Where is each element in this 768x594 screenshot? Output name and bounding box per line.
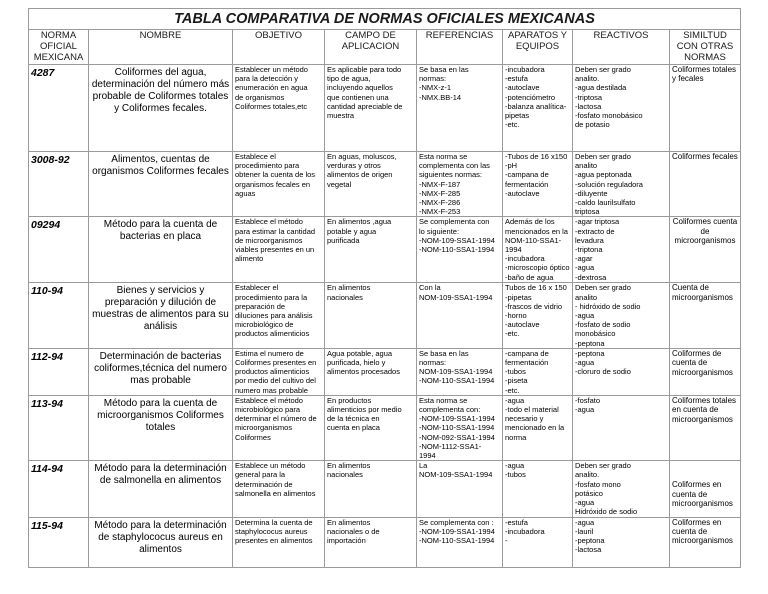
norma-referencias: Esta norma se complementa con: -NOM-109-SSA1-1994 -NOM-110-SSA1-1994 -NOM-092-SSA1-1994 -NOM-1112-SSA1- 1994 (417, 395, 503, 460)
header-norma: NORMA OFICIAL MEXICANA (29, 30, 89, 65)
header-campo: CAMPO DE APLICACION (325, 30, 417, 65)
norma-campo: En alimentos ,agua potable y agua purificada (325, 217, 417, 283)
norma-referencias: Esta norma se complementa con las siguientes normas: -NMX-F-187 -NMX-F-285 -NMX-F-286 -NMX-F-253 (417, 152, 503, 217)
norma-objetivo: Determina la cuenta de staphylococus aureus presentes en alimentos (233, 517, 325, 567)
norma-objetivo: Establecer un método para la detección y enumeración en agua de organismos Coliformes totales,etc (233, 65, 325, 152)
norma-objetivo: Establece el método microbiológico para determinar el número de microorganismos Coliformes (233, 395, 325, 460)
norma-similitud: Cuenta de microorganismos (670, 283, 741, 348)
norma-code: 113-94 (29, 395, 89, 460)
norma-referencias: Se basa en las normas: -NMX-z-1 -NMX.BB-14 (417, 65, 503, 152)
norma-referencias: Se complementa con lo siguiente: -NOM-109-SSA1-1994 -NOM-110-SSA1-1994 (417, 217, 503, 283)
norma-reactivos: -agua -lauril -peptona -lactosa (573, 517, 670, 567)
norma-similitud: Coliformes en cuenta de microorganismos (670, 517, 741, 567)
norma-aparatos: -agua -todo el material necesario y mencionado en la norma (503, 395, 573, 460)
comparison-table-wrapper (28, 8, 740, 568)
table-row (29, 217, 741, 283)
table-row (29, 348, 741, 395)
norma-referencias: Con la NOM-109-SSA1-1994 (417, 283, 503, 348)
table-row (29, 65, 741, 152)
norma-objetivo: Establece el procedimiento para obtener la cuenta de los organismos fecales en aguas (233, 152, 325, 217)
header-row (29, 30, 741, 65)
norma-nombre: Método para la cuenta de bacterias en placa (89, 217, 233, 283)
norma-objetivo: Establece el método para estimar la cantidad de microorganismos viables presentes en un alimento (233, 217, 325, 283)
norma-similitud: Coliformes de cuenta de microorganismos (670, 348, 741, 395)
norma-code: 09294 (29, 217, 89, 283)
norma-aparatos: -estufa -incubadora - (503, 517, 573, 567)
norma-aparatos: -agua -tubos (503, 461, 573, 517)
norma-similitud: Coliformes en cuenta de microorganismos (670, 461, 741, 517)
norma-campo: En alimentos nacionales (325, 283, 417, 348)
header-reactivos: REACTIVOS (573, 30, 670, 65)
norma-objetivo: Estima el numero de Coliformes presentes en productos alimenticios por medio del cultivo del numero mas probable (233, 348, 325, 395)
norma-aparatos: -incubadora -estufa -autoclave -potenciómetro -balanza analítica- pipetas -etc. (503, 65, 573, 152)
norma-nombre: Coliformes del agua, determinación del número más probable de Coliformes totales y Coliformes fecales. (89, 65, 233, 152)
norma-aparatos: Además de los mencionados en la NOM-110-SSA1- 1994 -incubadora -microscopio óptico -baño de agua (503, 217, 573, 283)
header-similitud: SIMILTUD CON OTRAS NORMAS (670, 30, 741, 65)
norma-code: 3008-92 (29, 152, 89, 217)
norma-objetivo: Establece un método general para la determinación de salmonella en alimentos (233, 461, 325, 517)
table-row (29, 152, 741, 217)
header-nombre: NOMBRE (89, 30, 233, 65)
norma-reactivos: Deben ser grado analito - hidróxido de sodio -agua -fosfato de sodio monobásico -peptona (573, 283, 670, 348)
norma-reactivos: -peptona -agua -cloruro de sodio (573, 348, 670, 395)
norma-nombre: Determinación de bacterias coliformes,técnica del numero mas probable (89, 348, 233, 395)
header-referencias: REFERENCIAS (417, 30, 503, 65)
norma-reactivos: Deben ser grado analito. -agua destilada -triptosa -lactosa -fosfato monobásico de potasio (573, 65, 670, 152)
table-row (29, 517, 741, 567)
norma-reactivos: -fosfato -agua (573, 395, 670, 460)
norma-campo: Agua potable, agua purificada, hielo y alimentos procesados (325, 348, 417, 395)
norma-aparatos: -Tubos de 16 x150 -pH -campana de fermentación -autoclave (503, 152, 573, 217)
table-row (29, 283, 741, 348)
norma-nombre: Método para la determinación de salmonella en alimentos (89, 461, 233, 517)
norma-nombre: Método para la cuenta de microorganismos Coliformes totales (89, 395, 233, 460)
norma-reactivos: -agar triptosa -extracto de levadura -triptona -agar -agua -dextrosa (573, 217, 670, 283)
header-objetivo: OBJETIVO (233, 30, 325, 65)
norma-code: 114-94 (29, 461, 89, 517)
norma-campo: En alimentos nacionales (325, 461, 417, 517)
norma-campo: En aguas, moluscos, verduras y otros alimentos de origen vegetal (325, 152, 417, 217)
norma-aparatos: Tubos de 16 x 150 -pipetas -frascos de vidrio -horno -autoclave -etc. (503, 283, 573, 348)
norma-campo: Es aplicable para todo tipo de agua, incluyendo aquellos que contienen una cantidad apreciable de muestra (325, 65, 417, 152)
norma-similitud: Coliformes cuenta de microorganismos (670, 217, 741, 283)
norma-nombre: Alimentos, cuentas de organismos Coliformes fecales (89, 152, 233, 217)
norma-similitud: Coliformes fecales (670, 152, 741, 217)
norma-reactivos: Deben ser grado analito -agua peptonada -solución reguladora -diluyente -caldo laurilsulfato triptosa (573, 152, 670, 217)
norma-referencias: La NOM-109-SSA1-1994 (417, 461, 503, 517)
norma-campo: En productos alimenticios por medio de la técnica en cuenta en placa (325, 395, 417, 460)
norma-similitud: Coliformes totales en cuenta de microorganismos (670, 395, 741, 460)
norma-referencias: Se complementa con : -NOM-109-SSA1-1994 -NOM-110-SSA1-1994 (417, 517, 503, 567)
table-title: TABLA COMPARATIVA DE NORMAS OFICIALES MEXICANAS (29, 9, 741, 30)
norma-nombre: Bienes y servicios y preparación y dilución de muestras de alimentos para su análisis (89, 283, 233, 348)
table-row (29, 461, 741, 517)
norma-code: 112-94 (29, 348, 89, 395)
norms-comparison-table (28, 8, 741, 568)
norma-nombre: Método para la determinación de staphylococus aureus en alimentos (89, 517, 233, 567)
norma-campo: En alimentos nacionales o de importación (325, 517, 417, 567)
norma-code: 110-94 (29, 283, 89, 348)
norma-reactivos: Deben ser grado analito. -fosfato mono potásico -agua Hidróxido de sodio (573, 461, 670, 517)
norma-objetivo: Establecer el procedimiento para la preparación de diluciones para análisis microbiológico de productos alimenticios (233, 283, 325, 348)
norma-code: 115-94 (29, 517, 89, 567)
table-row (29, 395, 741, 460)
norma-referencias: Se basa en las normas: NOM-109-SSA1-1994 -NOM-110-SSA1-1994 (417, 348, 503, 395)
norma-code: 4287 (29, 65, 89, 152)
header-aparatos: APARATOS Y EQUIPOS (503, 30, 573, 65)
norma-aparatos: -campana de fermentación -tubos -piseta -etc. (503, 348, 573, 395)
norma-similitud: Coliformes totales y fecales (670, 65, 741, 152)
